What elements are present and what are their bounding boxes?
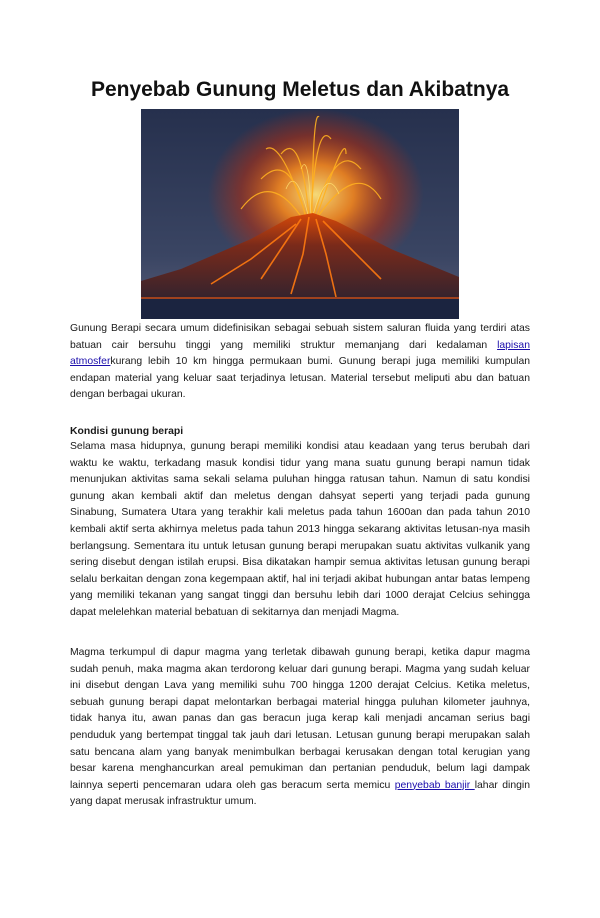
intro-paragraph: Gunung Berapi secara umum didefinisikan sebagai sebuah sistem saluran fluida yang terdiri atas batuan cair bersuhu tinggi yang memiliki struktur memanjang dari kedalaman lapisan atmosferkurang lebih 10 km hingga permukaan bumi. Gunung berapi juga memiliki kumpulan endapan material yang keluar saat terjadinya letusan. Material tersebut meliputi abu dan batuan dengan berbagai ukuran.: [70, 323, 530, 401]
magma-paragraph: Magma terkumpul di dapur magma yang terletak dibawah gunung berapi, ketika dapur magma sudah penuh, maka magma akan terdorong keluar dari gunung berapi. Magma yang sudah keluar ini disebut dengan Lava yang memiliki suhu 700 hingga 1200 derajat Celcius. Ketika meletus, sebuah gunung berapi dapat melontarkan berbagai material hingga puluhan kilometer jauhnya, tidak hanya itu, awan panas dan gas beracun juga kerap kali menjadi ancaman serius bagi penduduk yang bertempat tinggal tak jauh dari letusan. Letusan gunung berapi merupakan salah satu bencana alam yang banyak menimbulkan berbagai kerusakan dengan total kerugian yang besar karena menghancurkan areal pemukiman dan pertanian penduduk, belum lagi dampak lainnya seperti pencemaran udara oleh gas beracum serta memicu penyebab banjir lahar dingin yang dapat merusak infrastruktur umum.: [70, 647, 530, 808]
kondisi-paragraph: Selama masa hidupnya, gunung berapi memiliki kondisi atau keadaan yang terus berubah dari waktu ke waktu, terkadang masuk kondisi tidur yang mana suatu gunung berapi namun tidak menunjukan aktivitas sama sekali selama puluhan hingga ratusan tahun. Namun di satu kondisi gunung akan kembali aktif dan meletus dengan dahsyat seperti yang terjadi pada gunung Sinabung, Sumatera Utara yang terakhir kali meletus pada tahun 1600an dan pada tahun 2010 kembali aktif serta akhirnya meletus pada tahun 2013 hingga sekarang aktivitas letusan-nya masih berlangsung. Sementara itu untuk letusan gunung berapi merupakan suatu aktivitas vulkanik yang sering disebut dengan istilah erupsi. Bisa dikatakan hampir semua aktivitas letusan gunung berapi selalu berkaitan dengan zona kegempaan aktif, hal ini terjadi akibat hubungan antar batas lempeng yang memiliki tekanan yang sangat tinggi dan bersuhu lebih dari 1000 derajat Celcius sehingga dapat melelehkan material bebatuan di sekitarnya dan menjadi Magma.: [70, 441, 530, 618]
section-heading: Kondisi gunung berapi: [70, 426, 184, 437]
page-title: Penyebab Gunung Meletus dan Akibatnya: [90, 78, 510, 101]
lapisan-atmosfer-link[interactable]: lapisan atmosfer: [70, 339, 530, 368]
penyebab-banjir-link[interactable]: penyebab banjir: [394, 779, 475, 791]
volcano-eruption-image: [141, 109, 459, 319]
